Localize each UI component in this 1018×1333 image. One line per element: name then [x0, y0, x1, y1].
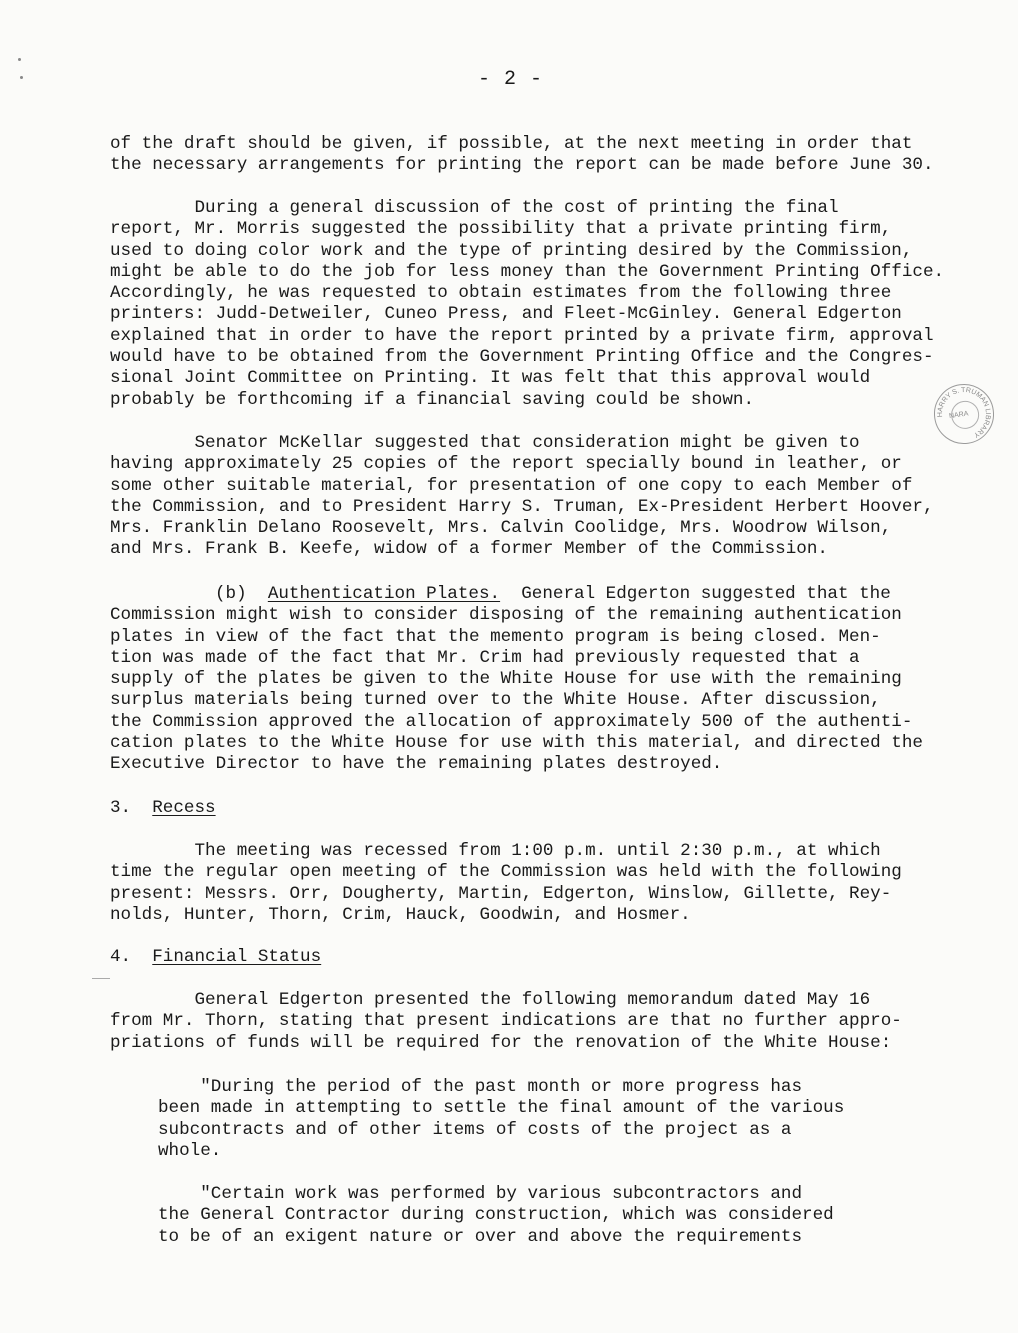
subsection-title-authentication-plates: Authentication Plates.: [267, 584, 501, 604]
section-number-3: 3.: [110, 798, 132, 818]
margin-dash: [92, 978, 110, 979]
margin-mark: [20, 76, 23, 79]
stamp-center-text: NARA: [948, 410, 969, 421]
subsection-first-line: General Edgerton suggested that the: [521, 584, 891, 604]
subsection-label-b: (b): [215, 584, 247, 604]
svg-text:HARRY S. TRUMAN LIBRARY: HARRY S. TRUMAN LIBRARY: [936, 386, 992, 439]
section-title-financial-status: Financial Status: [152, 947, 322, 967]
paragraph-leather-copies: Senator McKellar suggested that consideration might be given to having approximately 25 copies of the report specially bound in leather, or some other suitable material, for presentation of one copy to each Member of the Commission, and to President Harry S. Truman, Ex-President Herbert Hoover, Mrs. Franklin Delano Roosevelt, Mrs. Calvin Coolidge, Mrs. Woodrow Wilson, and Mrs. Frank B. Keefe, widow of a former Member of the Commission.: [110, 433, 934, 560]
section-heading-recess: [110, 797, 216, 819]
paragraph-printing-cost: During a general discussion of the cost of printing the final report, Mr. Morris suggested the possibility that a private printing firm, used to doing color work and the type of printing desired by the Commission, might be able to do the job for less money than the Government Printing Office. Accordingly, he was requested to obtain estimates from the following three printers: Judd-Detweiler, Cuneo Press, and Fleet-McGinley. General Edgerton explained that in order to have the report printed by a private firm, approval would have to be obtained from the Government Printing Office and the Congres- sional Joint Committee on Printing. It was felt that this approval would probably be forthcoming if a financial saving could be shown.: [110, 198, 945, 410]
paragraph-authentication-plates: [110, 584, 923, 776]
margin-mark: [18, 58, 21, 61]
section-title-recess: Recess: [152, 798, 216, 818]
subsection-body: Commission might wish to consider disposing of the remaining authentication plates in view of the fact that the memento program is being closed. Men- tion was made of the fact that Mr. Crim had previously requested that a supply of the plates be given to the White House for use with the remaining surplus materials being turned over to the White House. After discussion, the Commission approved the allocation of approximately 500 of the authenti- cation plates to the White House for use with this material, and directed the Executive Director to have the remaining plates destroyed.: [110, 605, 923, 775]
paragraph-draft: of the draft should be given, if possible, at the next meeting in order that the necessary arrangements for printing the report can be made before June 30.: [110, 134, 934, 176]
quote-paragraph-2: "Certain work was performed by various subcontractors and the General Contractor during construction, which was considered to be of an exigent nature or over and above the requirements: [158, 1184, 834, 1247]
page-number: - 2 -: [478, 68, 544, 91]
paragraph-recess: The meeting was recessed from 1:00 p.m. until 2:30 p.m., at which time the regular open meeting of the Commission was held with the following present: Messrs. Orr, Dougherty, Martin, Edgerton, Winslow, Gillette, Rey- nolds, Hunter, Thorn, Crim, Hauck, Goodwin, and Hosmer.: [110, 841, 902, 925]
paragraph-memorandum-intro: General Edgerton presented the following memorandum dated May 16 from Mr. Thorn, stating that present indications are that no further appro- priations of funds will be required for the renovation of the White House:: [110, 990, 902, 1053]
quote-paragraph-1: "During the period of the past month or more progress has been made in attempting to settle the final amount of the various subcontracts and of other items of costs of the project as a whole.: [158, 1077, 845, 1161]
section-heading-financial-status: [110, 946, 321, 968]
section-number-4: 4.: [110, 947, 132, 967]
library-stamp: [930, 380, 998, 448]
